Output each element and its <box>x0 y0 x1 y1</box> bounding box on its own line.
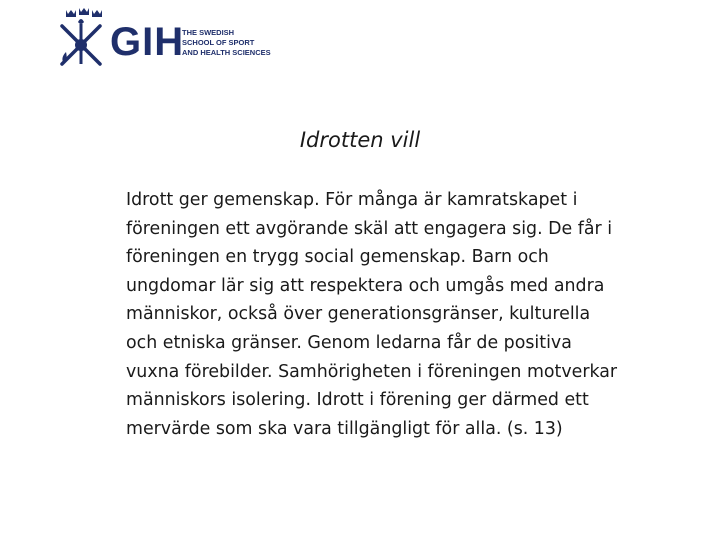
slide-title-text: Idrotten vill <box>299 128 421 152</box>
logo-tagline <box>182 28 271 58</box>
slide-title <box>0 128 720 152</box>
logo-tagline-line-2: SCHOOL OF SPORT <box>182 38 255 47</box>
crowns-and-torch-emblem-icon <box>52 6 112 72</box>
gih-logo <box>52 6 282 72</box>
logo-wordmark: GIH <box>110 20 185 64</box>
slide-body-text: Idrott ger gemenskap. För många är kamratskapet i föreningen ett avgörande skäl att engagera sig. De får i föreningen en trygg social gemenskap. Barn och ungdomar lär sig att respektera och umgås med andra människor, också över generationsgränser, kulturella och etniska gränser. Genom ledarna får de positiva vuxna förebilder. Samhörigheten i föreningen motverkar människors isolering. Idrott i förening ger därmed ett mervärde som ska vara tillgängligt för alla. (s. 13) <box>126 190 618 439</box>
logo-tagline-line-3: AND HEALTH SCIENCES <box>182 48 271 57</box>
logo-tagline-line-1: THE SWEDISH <box>182 28 235 37</box>
